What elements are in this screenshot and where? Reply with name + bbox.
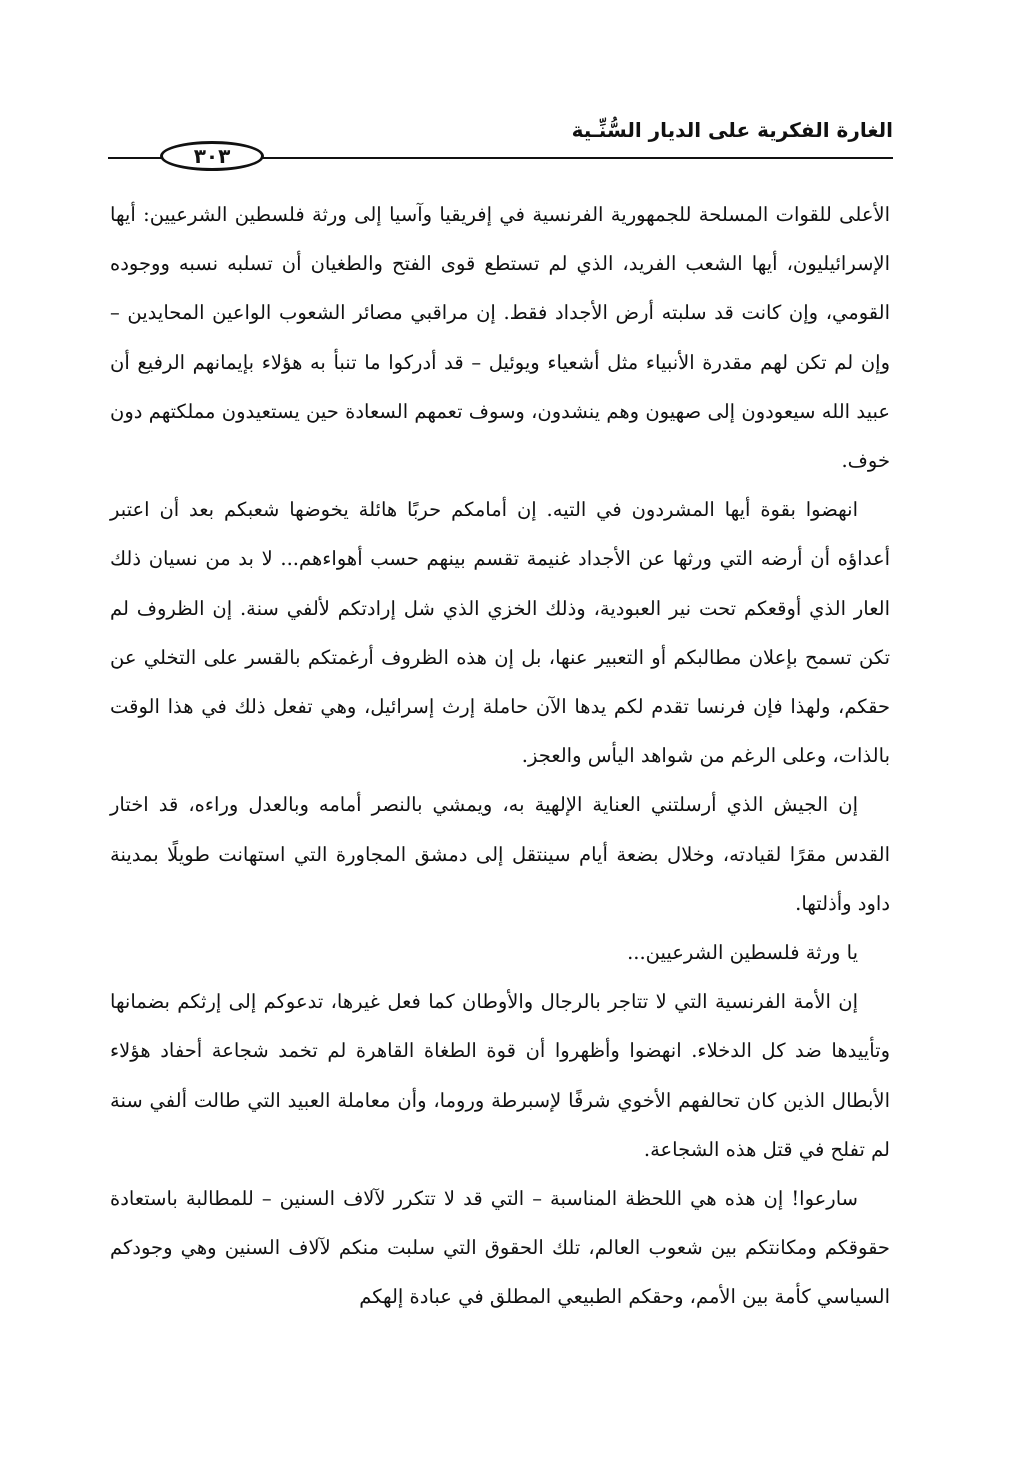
paragraph-5: إن الأمة الفرنسية التي لا تتاجر بالرجال والأوطان كما فعل غيرها، تدعوكم إلى إرثكم بضمانها وتأييدها ضد كل الدخلاء. انهضوا وأظهروا أن قوة الطغاة القاهرة لم تخمد شجاعة أحفاد هؤلاء الأبطال الذين كان تحالفهم الأخوي شرفًا لإسبرطة وروما، وأن معاملة العبيد التي طالت ألفي سنة لم تفلح في قتل هذه الشجاعة. — [110, 990, 890, 1161]
page-number-badge — [160, 141, 264, 171]
paragraph-3: إن الجيش الذي أرسلتني العناية الإلهية به، ويمشي بالنصر أمامه وبالعدل وراءه، قد اختار القدس مقرًا لقيادته، وخلال بضعة أيام سينتقل إلى دمشق المجاورة التي استهانت طويلًا بمدينة داود وأذلتها. — [110, 793, 890, 915]
body-text — [110, 190, 890, 1322]
paragraph-1: الأعلى للقوات المسلحة للجمهورية الفرنسية في إفريقيا وآسيا إلى ورثة فلسطين الشرعيين: أيها الإسرائيليون، أيها الشعب الفريد، الذي لم تستطع قوى الفتح والطغيان أن تسلبه نسبه ووجوده القومي، وإن كانت قد سلبته أرض الأجداد فقط. إن مراقبي مصائر الشعوب الواعين المحايدين – وإن لم تكن لهم مقدرة الأنبياء مثل أشعياء ويوئيل – قد أدركوا ما تنبأ به هؤلاء بإيمانهم الرفيع أن عبيد الله سيعودون إلى صهيون وهم ينشدون، وسوف تعمهم السعادة حين يستعيدون مملكتهم دون خوف. — [110, 203, 890, 473]
page-number: ٣٠٣ — [193, 144, 231, 168]
running-title: الغارة الفكرية على الديار السُّنِّـية — [571, 118, 893, 142]
page-header — [108, 110, 893, 170]
paragraph-2: انهضوا بقوة أيها المشردون في التيه. إن أمامكم حربًا هائلة يخوضها شعبكم بعد أن اعتبر أعداؤه أن أرضه التي ورثها عن الأجداد غنيمة تقسم بينهم حسب أهواءهم... لا بد من نسيان ذلك العار الذي أوقعكم تحت نير العبودية، وذلك الخزي الذي شل إرادتكم لألفي سنة. إن الظروف لم تكن تسمح بإعلان مطالبكم أو التعبير عنها، بل إن هذه الظروف أرغمتكم بالقسر على التخلي عن حقكم، ولهذا فإن فرنسا تقدم لكم يدها الآن حاملة إرث إسرائيل، وهي تفعل ذلك في هذا الوقت بالذات، وعلى الرغم من شواهد اليأس والعجز. — [110, 498, 890, 768]
paragraph-4: يا ورثة فلسطين الشرعيين... — [627, 941, 858, 965]
paragraph-6: سارعوا! إن هذه هي اللحظة المناسبة – التي قد لا تتكرر لآلاف السنين – للمطالبة باستعادة حقوقكم ومكانتكم بين شعوب العالم، تلك الحقوق التي سلبت منكم لآلاف السنين وهي وجودكم السياسي كأمة بين الأمم، وحقكم الطبيعي المطلق في عبادة إلهكم — [110, 1187, 890, 1309]
